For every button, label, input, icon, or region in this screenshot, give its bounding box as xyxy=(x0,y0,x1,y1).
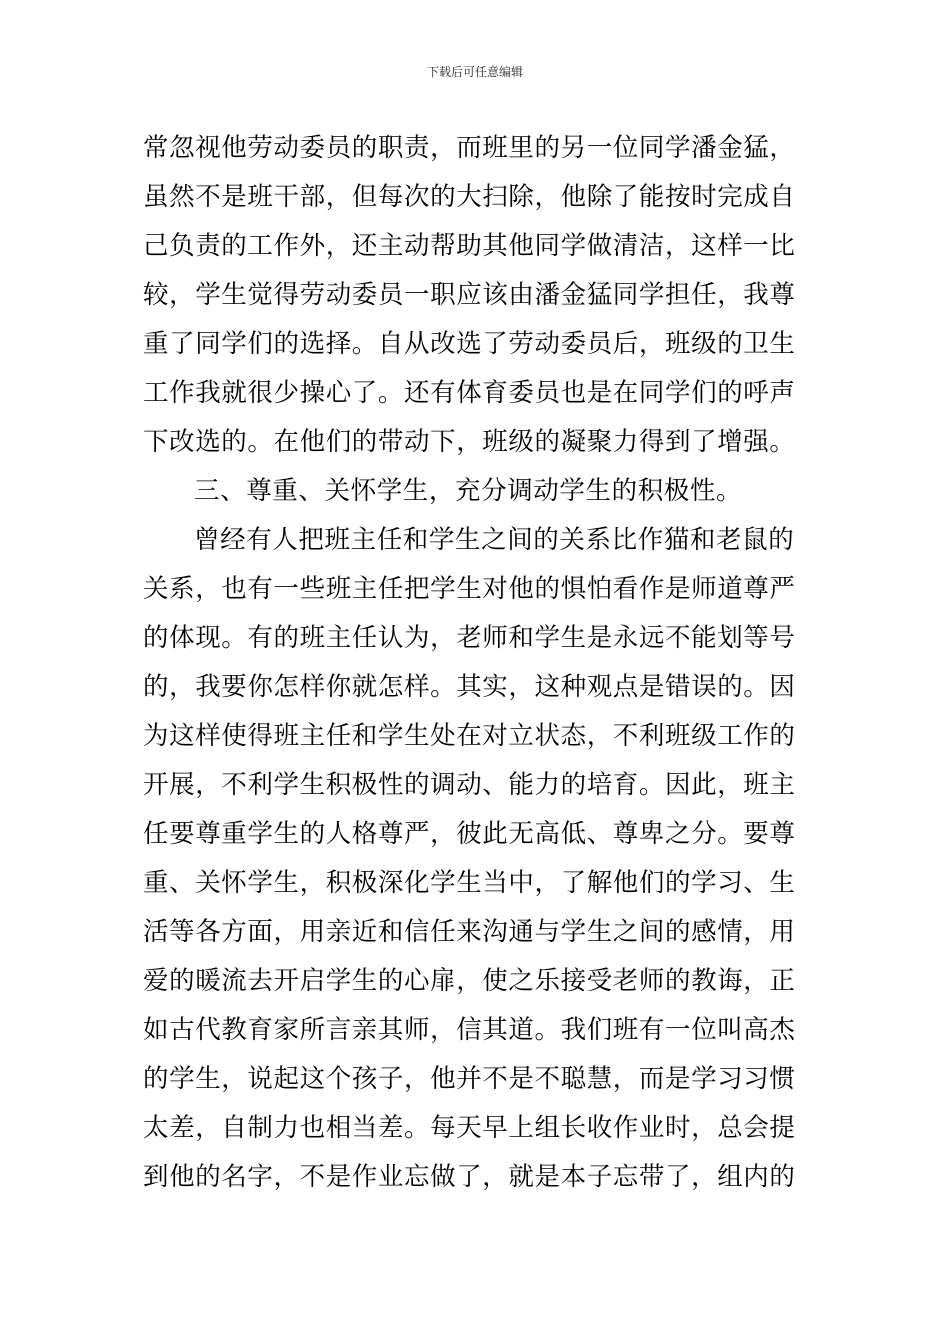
text-line: 关系，也有一些班主任把学生对他的惧怕看作是师道尊严 xyxy=(143,574,796,604)
text-line: 工作我就很少操心了。还有体育委员也是在同学们的呼声 xyxy=(143,378,796,408)
text-line: 任要尊重学生的人格尊严，彼此无高低、尊卑之分。要尊 xyxy=(143,819,796,849)
text-line: 到他的名字，不是作业忘做了，就是本子忘带了，组内的 xyxy=(143,1162,796,1192)
text-line: 如古代教育家所言亲其师，信其道。我们班有一位叫高杰 xyxy=(143,1015,796,1045)
document-body xyxy=(143,124,807,1202)
text-line: 的，我要你怎样你就怎样。其实，这种观点是错误的。因 xyxy=(143,672,796,702)
text-line: 太差，自制力也相当差。每天早上组长收作业时，总会提 xyxy=(143,1113,796,1143)
text-line: 常忽视他劳动委员的职责，而班里的另一位同学潘金猛， xyxy=(143,133,796,163)
text-line: 为这样使得班主任和学生处在对立状态，不利班级工作的 xyxy=(143,721,796,751)
text-line: 重了同学们的选择。自从改选了劳动委员后，班级的卫生 xyxy=(143,329,796,359)
text-line: 下改选的。在他们的带动下，班级的凝聚力得到了增强。 xyxy=(143,427,796,457)
text-line: 的体现。有的班主任认为，老师和学生是永远不能划等号 xyxy=(143,623,796,653)
text-line: 爱的暖流去开启学生的心扉，使之乐接受老师的教诲，正 xyxy=(143,966,796,996)
paragraph-first-line: 曾经有人把班主任和学生之间的关系比作猫和老鼠的 xyxy=(194,525,795,555)
text-line: 的学生，说起这个孩子，他并不是不聪慧，而是学习习惯 xyxy=(143,1064,796,1094)
text-line: 活等各方面，用亲近和信任来沟通与学生之间的感情，用 xyxy=(143,917,796,947)
page-header: 下载后可任意编辑 xyxy=(426,65,523,79)
text-line: 较，学生觉得劳动委员一职应该由潘金猛同学担任，我尊 xyxy=(143,280,796,310)
section-heading: 三、尊重、关怀学生，充分调动学生的积极性。 xyxy=(194,476,743,506)
text-line: 虽然不是班干部，但每次的大扫除，他除了能按时完成自 xyxy=(143,182,796,212)
text-line: 开展，不利学生积极性的调动、能力的培育。因此，班主 xyxy=(143,770,796,800)
text-line: 重、关怀学生，积极深化学生当中，了解他们的学习、生 xyxy=(143,868,796,898)
text-line: 己负责的工作外，还主动帮助其他同学做清洁，这样一比 xyxy=(143,231,796,261)
